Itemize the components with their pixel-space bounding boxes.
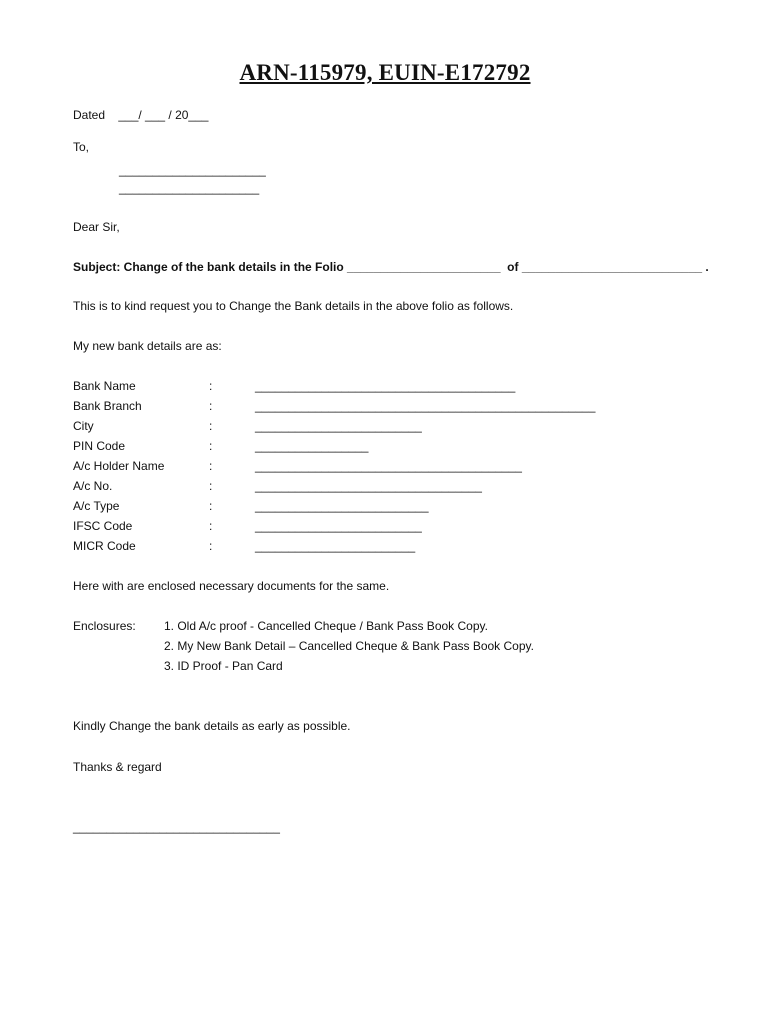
detail-row-ifsc-code bbox=[73, 518, 422, 538]
dated-line: Dated ___/ ___ / 20___ bbox=[73, 108, 209, 122]
detail-blank: _________________________ bbox=[255, 519, 422, 533]
thanks-line: Thanks & regard bbox=[73, 760, 162, 774]
enclosures-label: Enclosures: bbox=[73, 619, 136, 633]
detail-blank: __________________________________ bbox=[255, 479, 482, 493]
detail-colon: : bbox=[209, 379, 213, 393]
detail-label: A/c Type bbox=[73, 499, 120, 513]
detail-blank: __________________________ bbox=[255, 499, 429, 513]
detail-blank: ________________________________________ bbox=[255, 459, 522, 473]
detail-label: MICR Code bbox=[73, 539, 136, 553]
detail-colon: : bbox=[209, 539, 213, 553]
signature-line: _______________________________ bbox=[73, 820, 280, 834]
detail-colon: : bbox=[209, 479, 213, 493]
details-intro: My new bank details are as: bbox=[73, 339, 222, 353]
enclosed-note: Here with are enclosed necessary documents for the same. bbox=[73, 579, 390, 593]
to-label: To, bbox=[73, 140, 90, 154]
detail-colon: : bbox=[209, 459, 213, 473]
detail-blank: _________________________ bbox=[255, 419, 422, 433]
detail-blank: ________________________ bbox=[255, 539, 416, 553]
detail-row-pin-code bbox=[73, 438, 369, 458]
detail-row-account-type bbox=[73, 498, 429, 518]
closing-request: Kindly Change the bank details as early as possible. bbox=[73, 719, 351, 733]
request-text: This is to kind request you to Change the Bank details in the above folio as follows. bbox=[73, 299, 514, 313]
address-line-2: _____________________ bbox=[119, 181, 260, 195]
detail-colon: : bbox=[209, 399, 213, 413]
detail-label: Bank Name bbox=[73, 379, 136, 393]
detail-row-bank-name bbox=[73, 378, 516, 398]
detail-row-city bbox=[73, 418, 422, 438]
detail-row-account-number bbox=[73, 478, 482, 498]
detail-colon: : bbox=[209, 439, 213, 453]
detail-label: Bank Branch bbox=[73, 399, 142, 413]
document-title: ARN-115979, EUIN-E172792 bbox=[239, 60, 531, 85]
detail-row-micr-code bbox=[73, 538, 416, 558]
subject-line: Subject: Change of the bank details in the Folio _______________________ of ___________________________ . bbox=[73, 260, 709, 274]
enclosure-item: 1. Old A/c proof - Cancelled Cheque / Bank Pass Book Copy. bbox=[164, 619, 488, 633]
enclosure-item: 2. My New Bank Detail – Cancelled Cheque & Bank Pass Book Copy. bbox=[164, 639, 534, 653]
address-line-1: ______________________ bbox=[119, 163, 266, 177]
detail-row-holder-name bbox=[73, 458, 522, 478]
salutation: Dear Sir, bbox=[73, 220, 120, 234]
detail-colon: : bbox=[209, 499, 213, 513]
detail-label: IFSC Code bbox=[73, 519, 133, 533]
bank-details-list bbox=[73, 378, 596, 558]
detail-blank: ___________________________________________________ bbox=[255, 399, 596, 413]
detail-colon: : bbox=[209, 419, 213, 433]
detail-label: City bbox=[73, 419, 94, 433]
detail-label: A/c No. bbox=[73, 479, 113, 493]
detail-label: A/c Holder Name bbox=[73, 459, 165, 473]
detail-colon: : bbox=[209, 519, 213, 533]
detail-row-bank-branch bbox=[73, 398, 596, 418]
enclosure-item: 3. ID Proof - Pan Card bbox=[164, 659, 283, 673]
detail-label: PIN Code bbox=[73, 439, 126, 453]
detail-blank: _______________________________________ bbox=[255, 379, 516, 393]
enclosures-list bbox=[164, 618, 534, 678]
detail-blank: _________________ bbox=[255, 439, 369, 453]
